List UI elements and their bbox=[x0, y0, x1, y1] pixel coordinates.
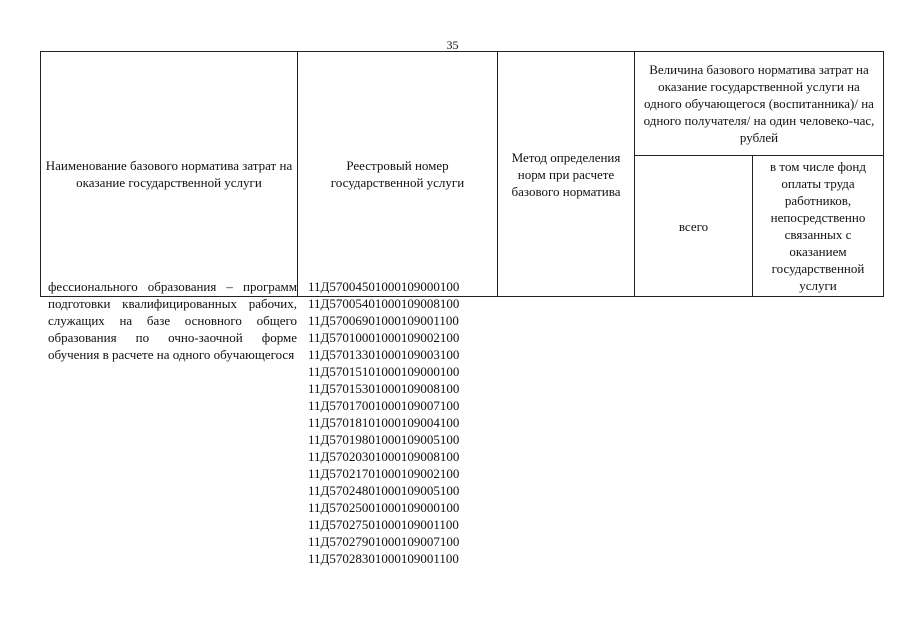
registry-code: 11Д57006901000109001100 bbox=[308, 313, 459, 328]
header-total-cell: всего bbox=[635, 156, 753, 297]
registry-code: 11Д57021701000109002100 bbox=[308, 466, 460, 481]
registry-code: 11Д57004501000109000100 bbox=[308, 279, 460, 294]
registry-code: 11Д57020301000109008100 bbox=[308, 449, 460, 464]
header-name-cell: Наименование базового норматива затрат на оказание государственной услуги bbox=[41, 52, 298, 297]
service-name-text: фессионального образования – программ подготовки квалифицированных рабочих, служащих на базе основного общего образования по очно-заочной форме обучения в расчете на одного обучающегося bbox=[48, 279, 297, 362]
registry-code: 11Д57015301000109008100 bbox=[308, 381, 460, 396]
registry-code: 11Д57027901000109007100 bbox=[308, 534, 460, 549]
registry-code: 11Д57025001000109000100 bbox=[308, 500, 460, 515]
registry-code: 11Д57028301000109001100 bbox=[308, 551, 459, 566]
registry-code: 11Д57010001000109002100 bbox=[308, 330, 460, 345]
registry-code: 11Д57024801000109005100 bbox=[308, 483, 460, 498]
page-number: 35 bbox=[446, 38, 459, 52]
header-registry-cell: Реестровый номер государственной услуги bbox=[298, 52, 498, 297]
header-value-cell: Величина базового норматива затрат на оказание государственной услуги на одного обучающегося (воспитанника)/ на одного получателя/ на один человеко-час, рублей bbox=[635, 52, 884, 156]
registry-code-list bbox=[308, 278, 498, 567]
registry-code: 11Д57018101000109004100 bbox=[308, 415, 460, 430]
header-method-cell: Метод определения норм при расчете базового норматива bbox=[498, 52, 635, 297]
table-header bbox=[40, 51, 884, 297]
registry-code: 11Д57027501000109001100 bbox=[308, 517, 459, 532]
header-payroll-cell: в том числе фонд оплаты труда работников, непосредственно связанных с оказанием государственной услуги bbox=[753, 156, 884, 297]
registry-code: 11Д57019801000109005100 bbox=[308, 432, 460, 447]
registry-code: 11Д57013301000109003100 bbox=[308, 347, 460, 362]
registry-code: 11Д57005401000109008100 bbox=[308, 296, 460, 311]
registry-code: 11Д57017001000109007100 bbox=[308, 398, 460, 413]
registry-code: 11Д57015101000109000100 bbox=[308, 364, 460, 379]
